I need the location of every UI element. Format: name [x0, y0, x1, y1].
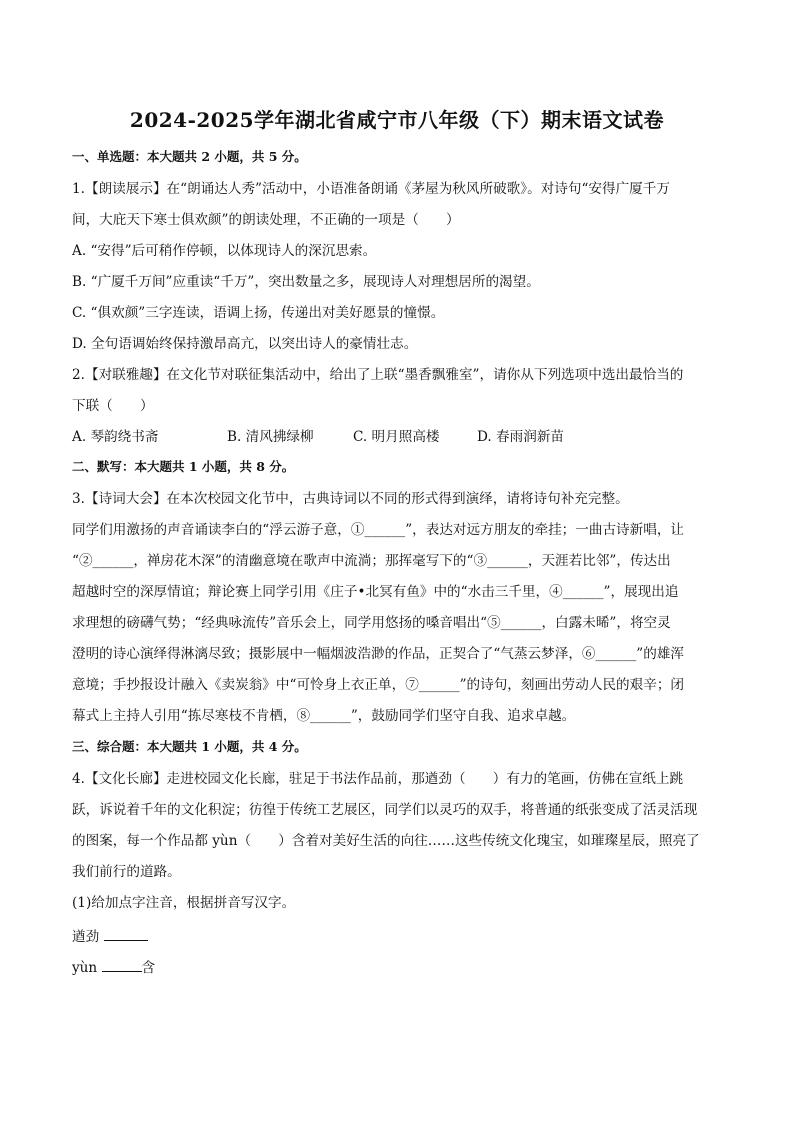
q4-answer-row-1 [72, 925, 732, 945]
q4-answer-row-2 [72, 956, 732, 976]
q3-line-1: 3.【诗词大会】在本次校园文化节中，古典诗词以不同的形式得到演绎，请将诗句补充完整。 [72, 491, 629, 507]
q4-answer-1-label: 遒劲 [72, 929, 100, 945]
q1-option-c: C. “俱欢颜”三字连读，语调上扬，传递出对美好愿景的憧憬。 [72, 305, 445, 321]
q1-option-d: D. 全句语调始终保持激昂高亢，以突出诗人的豪情壮志。 [72, 336, 418, 352]
q4-line-3: 的图案，每一个作品都 yùn（ ）含着对美好生活的向往……这些传统文化瑰宝，如璀璨星辰，照亮了 [72, 833, 700, 849]
q4-subquestion-1: (1)给加点字注音，根据拼音写汉字。 [72, 895, 296, 911]
q1-stem-line-2: 间，大庇天下寒士俱欢颜”的朗读处理，不正确的一项是（ ） [72, 212, 460, 228]
q4-line-2: 跃，诉说着千年的文化积淀；彷徨于传统工艺展区，同学们以灵巧的双手，将普通的纸张变成了活灵活现 [72, 802, 698, 818]
q2-option-a: A. 琴韵绕书斋 [72, 429, 159, 445]
section-heading-single-choice: 一、单选题：本大题共 2 小题，共 5 分。 [72, 149, 307, 164]
section-heading-comprehensive: 三、综合题：本大题共 1 小题，共 4 分。 [72, 739, 307, 754]
q4-line-4: 我们前行的道路。 [72, 864, 181, 880]
q3-line-6: 澄明的诗心演绎得淋漓尽致；摄影展中一幅烟波浩渺的作品，正契合了“气蒸云梦泽，⑥______”的雄浑 [72, 646, 685, 662]
q1-option-a: A. “安得”后可稍作停顿，以体现诗人的深沉思索。 [72, 243, 377, 259]
q4-line-1: 4.【文化长廊】走进校园文化长廊，驻足于书法作品前，那遒劲（ ）有力的笔画，仿佛在宣纸上跳 [72, 771, 684, 787]
q4-answer-2-label: yùn [72, 960, 98, 976]
q2-stem-line-2: 下联（ ） [72, 398, 154, 414]
q1-stem-line-1: 1.【朗读展示】在“朗诵达人秀”活动中，小语准备朗诵《茅屋为秋风所破歌》。对诗句“安得广厦千万 [72, 181, 670, 197]
section-heading-dictation: 二、默写：本大题共 1 小题，共 8 分。 [72, 459, 295, 474]
q3-line-3: “②______，禅房花木深”的清幽意境在歌声中流淌；那挥毫写下的“③______，天涯若比邻”，传达出 [72, 553, 671, 569]
q2-option-b: B. 清风拂绿柳 [227, 429, 314, 445]
q2-stem-line-1: 2.【对联雅趣】在文化节对联征集活动中，给出了上联“墨香飘雅室”，请你从下列选项中选出最恰当的 [72, 367, 684, 383]
q3-line-5: 求理想的磅礴气势；“经典咏流传”音乐会上，同学用悠扬的嗓音唱出“⑤______，白露未晞”，将空灵 [72, 615, 671, 631]
exam-title: 2024-2025学年湖北省咸宁市八年级（下）期末语文试卷 [129, 108, 665, 132]
q4-answer-2-suffix: 含 [141, 960, 156, 976]
q4-answer-2-blank[interactable] [102, 959, 142, 972]
q3-line-4: 超越时空的深厚情谊；辩论赛上同学引用《庄子•北冥有鱼》中的“水击三千里，④______”，展现出追 [72, 584, 679, 600]
q4-answer-1-blank[interactable] [104, 928, 148, 941]
q3-line-2: 同学们用激扬的声音诵读李白的“浮云游子意，①______”，表达对远方朋友的牵挂；一曲古诗新唱，让 [72, 522, 685, 538]
q2-options-row [72, 425, 564, 445]
q2-option-c: C. 明月照高楼 [353, 429, 440, 445]
q1-option-b: B. “广厦千万间”应重读“千万”，突出数量之多，展现诗人对理想居所的渴望。 [72, 274, 540, 290]
q3-line-8: 幕式上主持人引用“拣尽寒枝不肯栖，⑧______”，鼓励同学们坚守自我、追求卓越。 [72, 708, 576, 724]
q3-line-7: 意境；手抄报设计融入《卖炭翁》中“可怜身上衣正单，⑦______”的诗句，刻画出劳动人民的艰辛；闭 [72, 677, 685, 693]
q2-option-d: D. 春雨润新苗 [477, 429, 565, 445]
